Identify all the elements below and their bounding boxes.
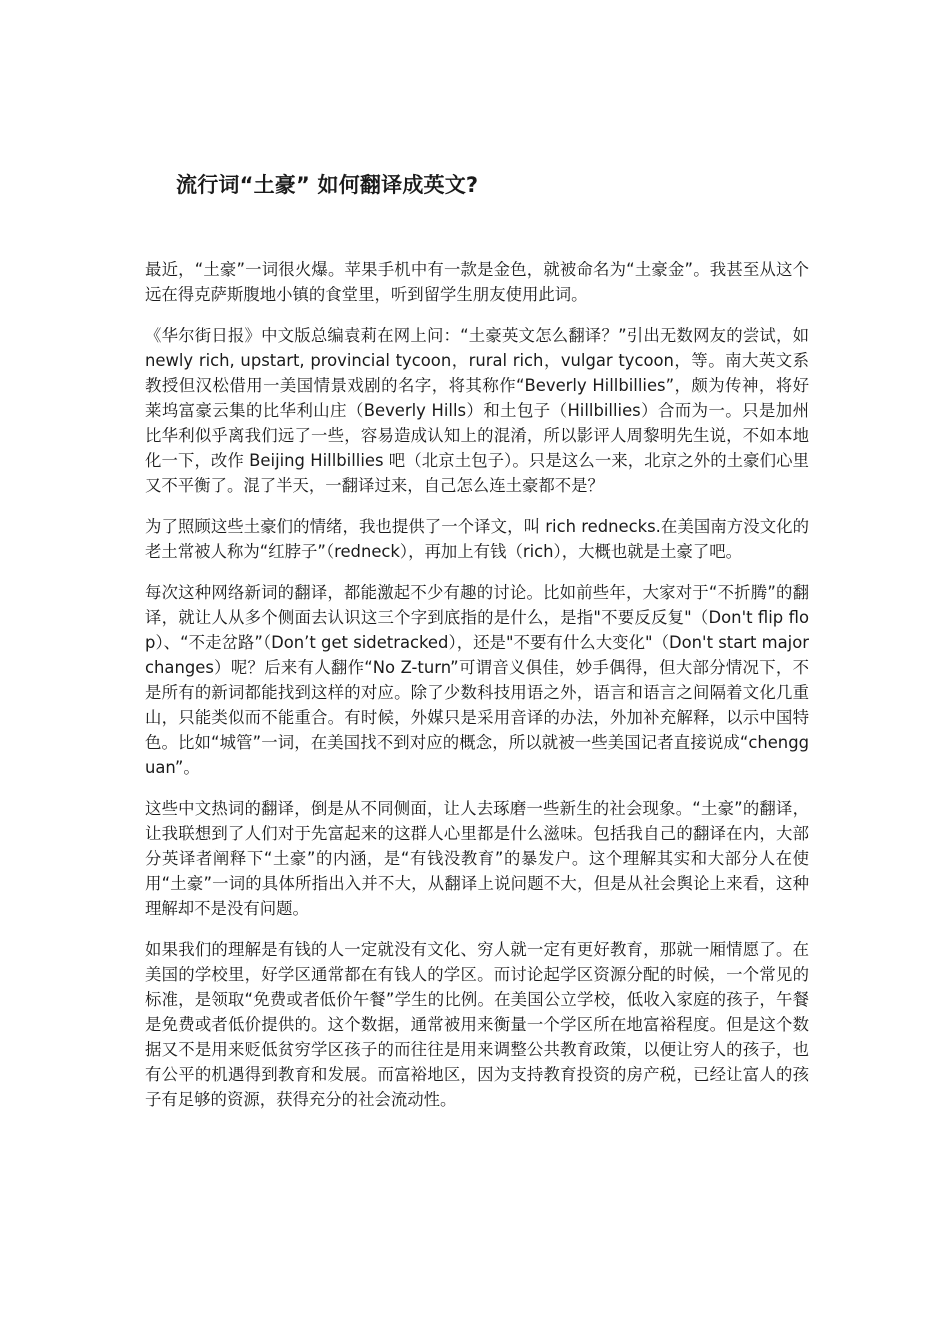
article-paragraph-5: 这些中文热词的翻译，倒是从不同侧面，让人去琢磨一些新生的社会现象。“土豪”的翻译，让我联想到了人们对于先富起来的这群人心里都是什么滋味。包括我自己的翻译在内，大部分英译者阐释下“土豪”的内涵，是“有钱没教育”的暴发户。这个理解其实和大部分人在使用“土豪”一词的具体所指出入并不大，从翻译上说问题不大，但是从社会舆论上来看，这种理解却不是没有问题。 (145, 799, 809, 918)
article-paragraph-3: 为了照顾这些土豪们的情绪，我也提供了一个译文，叫 rich rednecks.在美国南方没文化的老土常被人称为“红脖子”（redneck），再加上有钱（rich），大概也就是土豪了吧。 (145, 517, 809, 561)
article-paragraph-2: 《华尔街日报》中文版总编袁莉在网上问：“土豪英文怎么翻译？”引出无数网友的尝试，如 newly rich, upstart, provincial tycoon，rural rich，vulgar tycoon，等。南大英文系教授但汉松借用一美国情景戏剧的名字，将其称作“Beverly Hillbillies”，颇为传神，将好莱坞富豪云集的比华利山庄（Beverly Hills）和土包子（Hillbillies）合而为一。只是加州比华利似乎离我们远了一些，容易造成认知上的混淆，所以影评人周黎明先生说，不如本地化一下，改作 Beijing Hillbillies 吧（北京土包子）。只是这么一来，北京之外的土豪们心里又不平衡了。混了半天，一翻译过来，自己怎么连土豪都不是？ (145, 326, 809, 495)
article-paragraph-4: 每次这种网络新词的翻译，都能激起不少有趣的讨论。比如前些年，大家对于“不折腾”的翻译，就让人从多个侧面去认识这三个字到底指的是什么，是指"不要反反复"（Don't flip flop）、“不走岔路”（Don’t get sidetracked），还是"不要有什么大变化"（Don't start major changes）呢？后来有人翻作“No Z-turn”可谓音义俱佳，妙手偶得，但大部分情况下，不是所有的新词都能找到这样的对应。除了少数科技用语之外，语言和语言之间隔着文化几重山，只能类似而不能重合。有时候，外媒只是采用音译的办法，外加补充解释，以示中国特色。比如“城管”一词，在美国找不到对应的概念，所以就被一些美国记者直接说成“chengguan”。 (145, 583, 809, 777)
article-paragraph-6: 如果我们的理解是有钱的人一定就没有文化、穷人就一定有更好教育，那就一厢情愿了。在美国的学校里，好学区通常都在有钱人的学区。而讨论起学区资源分配的时候，一个常见的标准，是领取“免费或者低价午餐”学生的比例。在美国公立学校，低收入家庭的孩子，午餐是免费或者低价提供的。这个数据，通常被用来衡量一个学区所在地富裕程度。但是这个数据又不是用来贬低贫穷学区孩子的而往往是用来调整公共教育政策，以便让穷人的孩子，也有公平的机遇得到教育和发展。而富裕地区，因为支持教育投资的房产税，已经让富人的孩子有足够的资源，获得充分的社会流动性。 (145, 940, 809, 1109)
article-body (145, 257, 809, 1128)
article-paragraph-1: 最近，“土豪”一词很火爆。苹果手机中有一款是金色，就被命名为“土豪金”。我甚至从这个远在得克萨斯腹地小镇的食堂里，听到留学生朋友使用此词。 (145, 260, 809, 304)
article-title: 流行词“土豪” 如何翻译成英文? (176, 173, 479, 197)
